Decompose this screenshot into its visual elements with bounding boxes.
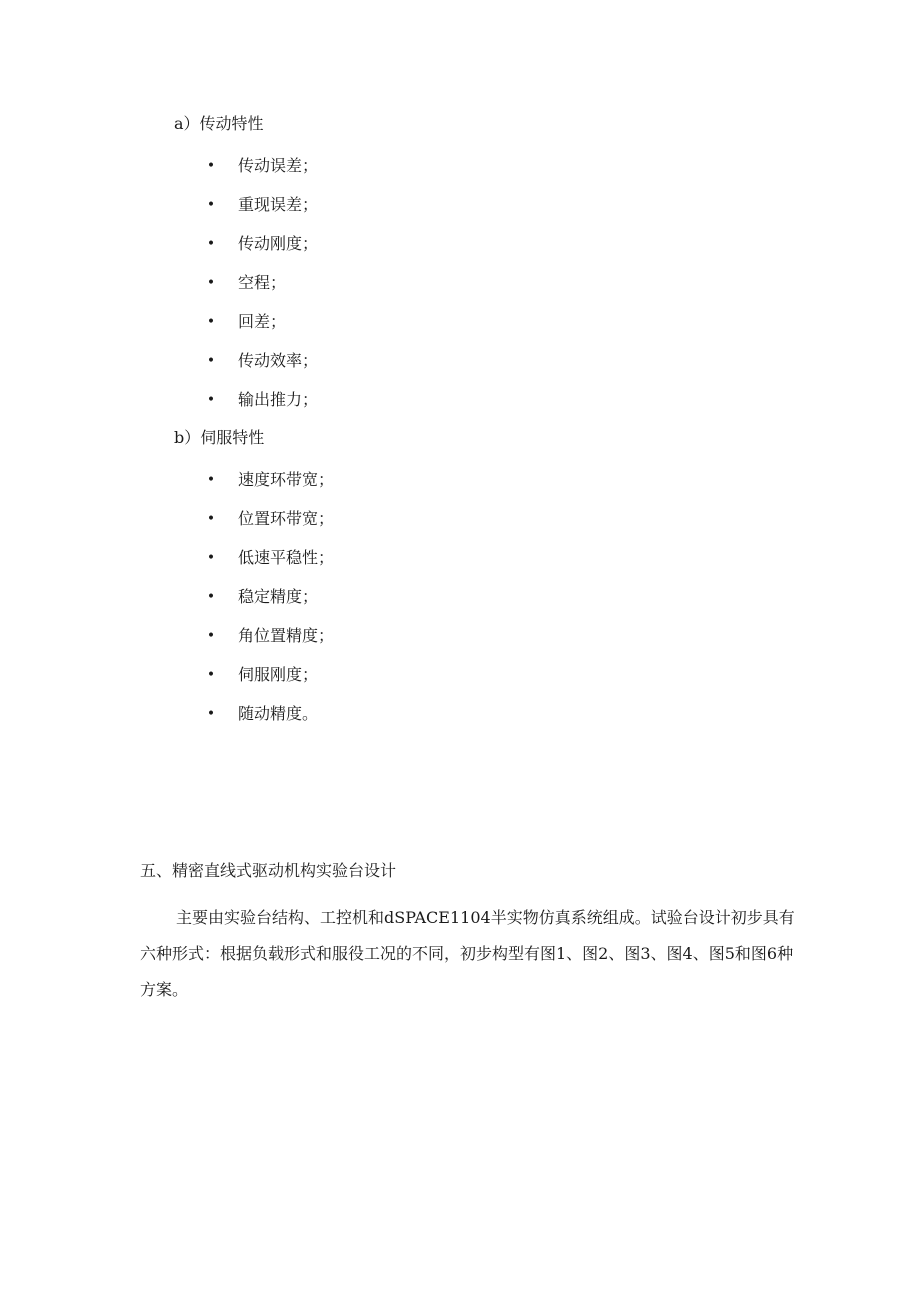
bullet-icon: • [206, 667, 216, 683]
bullet-icon: • [206, 589, 216, 605]
list-item-text: 速度环带宽； [238, 470, 335, 489]
bullet-icon: • [206, 197, 216, 213]
list-item-text: 重现误差； [238, 195, 319, 214]
body-paragraph: 主要由实验台结构、工控机和dSPACE1104半实物仿真系统组成。试验台设计初步具有六种形式：根据负载形式和服役工况的不同，初步构型有图1、图2、图3、图4、图5和图6种方案。 [140, 908, 795, 999]
bullet-icon: • [206, 628, 216, 644]
bullet-icon: • [206, 158, 216, 174]
list-item-text: 传动误差； [238, 156, 319, 175]
section-b-heading: b）伺服特性 [174, 428, 265, 447]
list-item-text: 稳定精度； [238, 587, 319, 606]
list-item-text: 低速平稳性； [238, 548, 335, 567]
section-title: 五、精密直线式驱动机构实验台设计 [140, 861, 397, 880]
bullet-icon: • [206, 392, 216, 408]
list-item-text: 角位置精度； [238, 626, 335, 645]
list-item-text: 传动效率； [238, 351, 319, 370]
section-a-heading: a）传动特性 [174, 114, 264, 133]
bullet-icon: • [206, 314, 216, 330]
bullet-icon: • [206, 550, 216, 566]
bullet-icon: • [206, 706, 216, 722]
list-item-text: 输出推力； [238, 390, 319, 409]
list-item-text: 回差； [238, 312, 287, 331]
list-item-text: 伺服刚度； [238, 665, 319, 684]
list-item-text: 传动刚度； [238, 234, 319, 253]
bullet-icon: • [206, 511, 216, 527]
bullet-icon: • [206, 236, 216, 252]
list-item-text: 随动精度。 [238, 704, 319, 723]
bullet-icon: • [206, 275, 216, 291]
list-item-text: 空程； [238, 273, 287, 292]
list-item-text: 位置环带宽； [238, 509, 335, 528]
bullet-icon: • [206, 353, 216, 369]
bullet-icon: • [206, 472, 216, 488]
